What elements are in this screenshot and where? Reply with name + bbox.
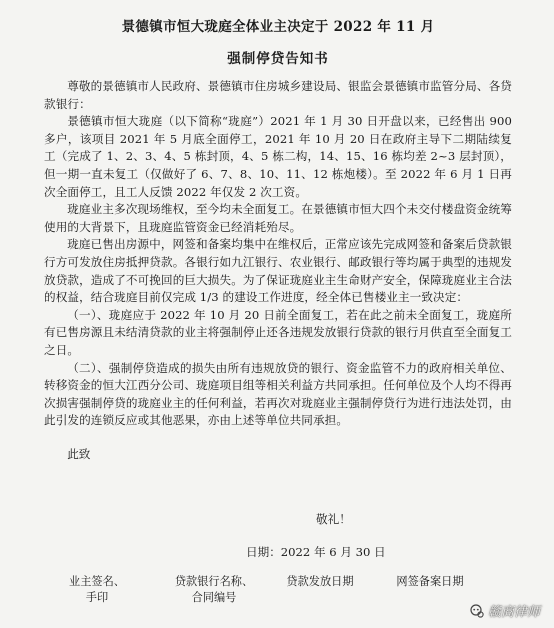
- closing: 此致: [67, 446, 91, 461]
- respect-line: 敬礼！: [316, 512, 351, 526]
- signature-column-bank-line2: 合同编号: [191, 591, 237, 604]
- watermark-text: 赣商律师: [487, 605, 540, 620]
- signature-column-owner-line1: 业主签名、: [69, 575, 125, 588]
- paragraph-3: 珑庭已售出房源中，网签和备案均集中在维权后，正常应该先完成网签和备案后贷款银行方可发放住房抵押贷款。各银行如九江银行、农业银行、邮政银行等均属于典型的违规发放贷款，造成了不可挽回的巨大损失。为了保证珑庭业主生命财产安全，保障珑庭业主合法的权益，结合珑庭目前仅完成 1/3 的建设工作进度，经全体已售楼业主一致决定：: [44, 237, 512, 305]
- date-line: 日期：2022 年 6 月 30 日: [246, 545, 386, 559]
- signature-column-bank: [164, 574, 264, 606]
- signature-column-loan-date-label: 贷款发放日期: [286, 575, 354, 588]
- signature-column-contract-date: [380, 574, 480, 590]
- signature-column-owner-line2: 手印: [85, 591, 109, 604]
- paragraph-4: （一）、珑庭应于 2022 年 10 月 20 日前全面复工，若在此之前未全面复工，珑庭所有已售房源且未结清贷款的业主将强制停止还各违规发放银行贷款的银行月供直至全面复工之日。: [44, 307, 512, 357]
- salutation: 尊敬的景德镇市人民政府、景德镇市住房城乡建设局、银监会景德镇市监管分局、各贷款银行：: [44, 79, 512, 111]
- chat-bubble-icon: [470, 604, 484, 618]
- signature-column-contract-date-label: 网签备案日期: [396, 575, 464, 588]
- document-body: [44, 78, 512, 430]
- watermark: [470, 601, 540, 620]
- signature-column-loan-date: [270, 574, 370, 590]
- signature-column-owner: [62, 574, 132, 606]
- signature-column-bank-line1: 贷款银行名称、: [174, 575, 254, 588]
- paragraph-2: 珑庭业主多次现场维权，至今均未全面复工。在景德镇市恒大四个未交付楼盘资金统筹使用的大背景下，且珑庭监管资金已经消耗殆尽。: [44, 202, 512, 234]
- document-title: 景德镇市恒大珑庭全体业主决定于 2022 年 11 月: [121, 19, 435, 35]
- document-subtitle: 强制停贷告知书: [227, 51, 329, 67]
- paragraph-1: 景德镇市恒大珑庭（以下简称“珑庭”）2021 年 1 月 30 日开盘以来，已经售出 900 多户，该项目 2021 年 5 月底全面停工，2021 年 10 月 20 日在政府主导下二期陆续复工（完成了 1、2、3、4、5 栋封顶，4、5 栋二构，14、15、16 栋均差 2~3 层封顶），但一期一直未复工（仅做好了 6、7、8、10、11、12 栋炮楼）。至 2022 年 6 月 1 日再次全面停工，且工人反馈 2022 年仅发 2 次工资。: [44, 114, 512, 199]
- paragraph-5: （二）、强制停贷造成的损失由所有违规放贷的银行、资金监管不力的政府相关单位、转移资金的恒大江西分公司、珑庭项目组等相关利益方共同承担。任何单位及个人均不得再次损害强制停贷的珑庭业主的任何利益，若再次对珑庭业主强制停贷行为进行违法处罚，由此引发的连锁反应或其他恶果，亦由上述等单位共同承担。: [44, 360, 512, 428]
